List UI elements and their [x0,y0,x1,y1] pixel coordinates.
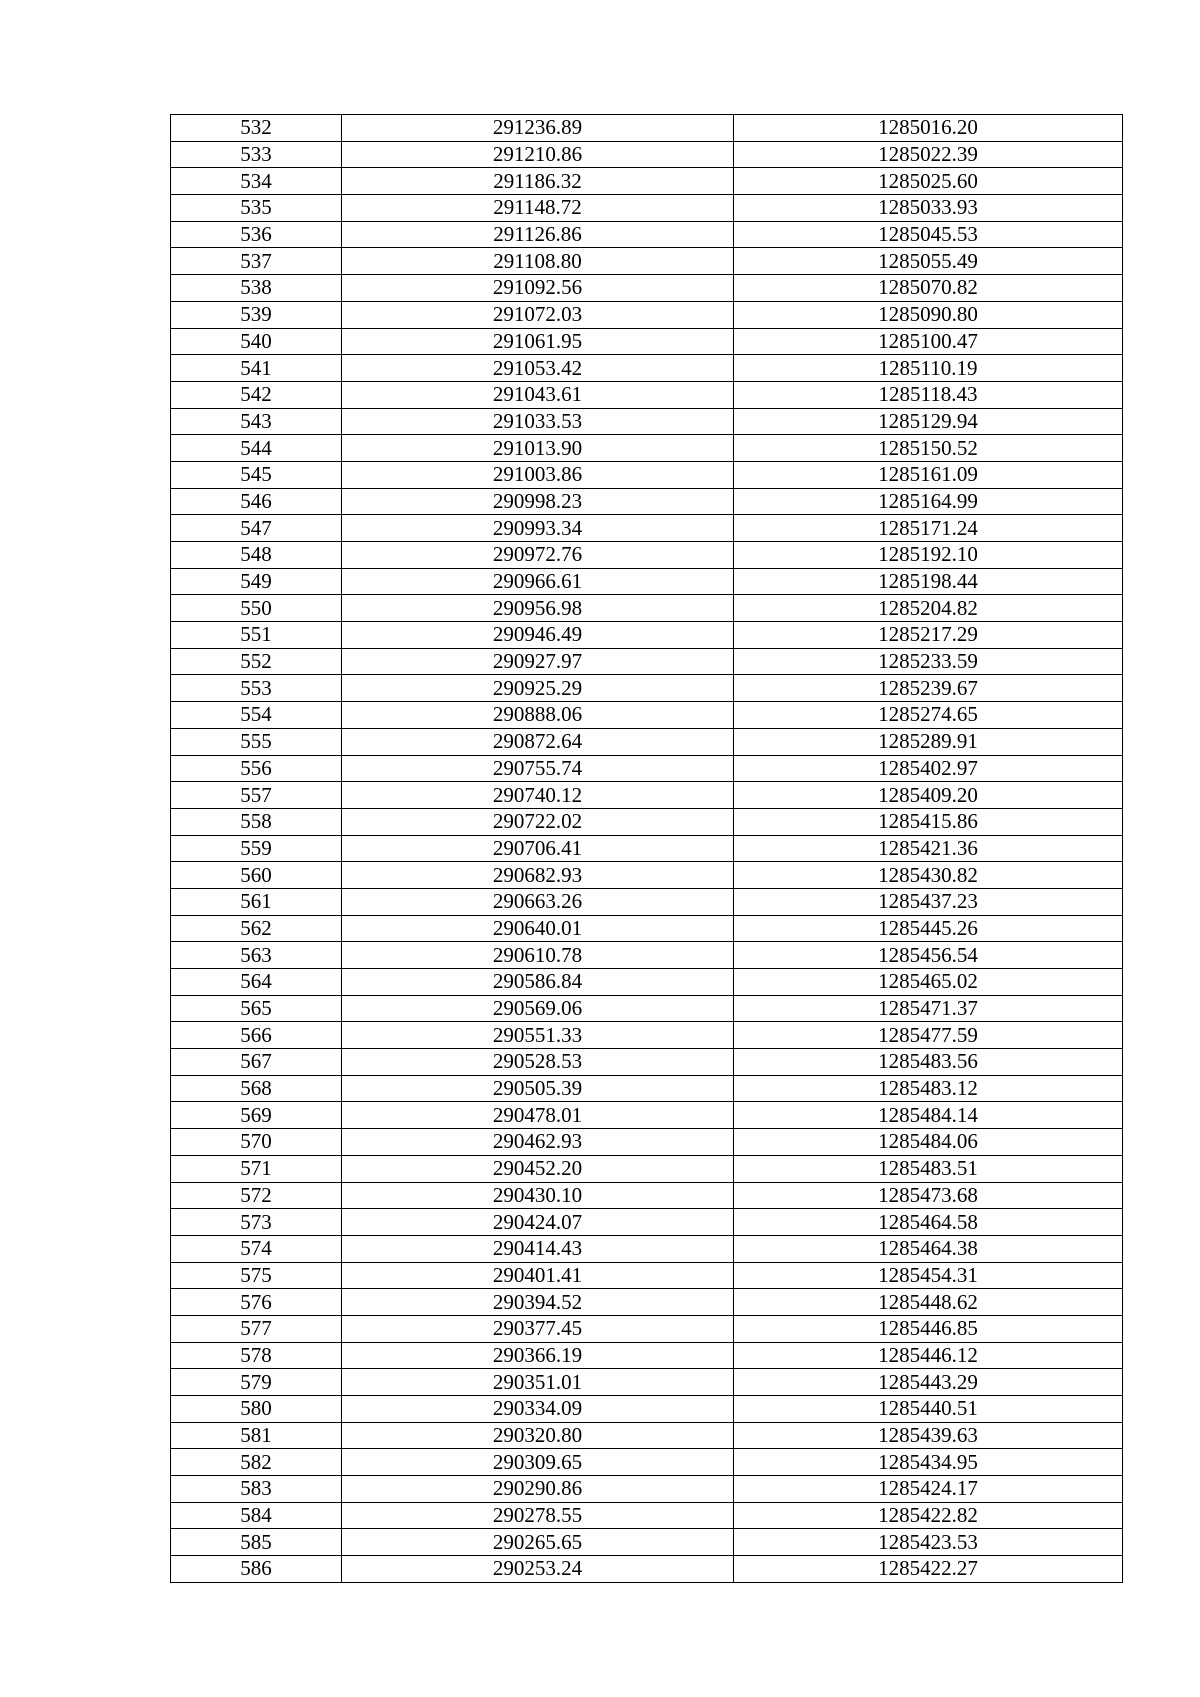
x-coordinate-cell: 290424.07 [342,1209,734,1236]
y-coordinate-cell: 1285439.63 [734,1422,1123,1449]
x-coordinate-cell: 290414.43 [342,1235,734,1262]
point-number-cell: 550 [171,595,342,622]
table-row [171,755,1123,782]
point-number-cell: 578 [171,1342,342,1369]
point-number-cell: 565 [171,995,342,1022]
x-coordinate-cell: 290551.33 [342,1022,734,1049]
y-coordinate-cell: 1285100.47 [734,328,1123,355]
x-coordinate-cell: 291236.89 [342,115,734,142]
y-coordinate-cell: 1285070.82 [734,275,1123,302]
table-row [171,435,1123,462]
table-row [171,1129,1123,1156]
point-number-cell: 561 [171,888,342,915]
table-row [171,1155,1123,1182]
point-number-cell: 540 [171,328,342,355]
table-row [171,1262,1123,1289]
point-number-cell: 544 [171,435,342,462]
table-row [171,1235,1123,1262]
y-coordinate-cell: 1285033.93 [734,195,1123,222]
table-row [171,248,1123,275]
table-row [171,1182,1123,1209]
x-coordinate-cell: 290586.84 [342,969,734,996]
y-coordinate-cell: 1285239.67 [734,675,1123,702]
y-coordinate-cell: 1285483.51 [734,1155,1123,1182]
point-number-cell: 557 [171,782,342,809]
point-number-cell: 584 [171,1502,342,1529]
table-row [171,568,1123,595]
table-row [171,141,1123,168]
table-row [171,1209,1123,1236]
y-coordinate-cell: 1285446.12 [734,1342,1123,1369]
x-coordinate-cell: 290351.01 [342,1369,734,1396]
point-number-cell: 553 [171,675,342,702]
x-coordinate-cell: 291126.86 [342,221,734,248]
x-coordinate-cell: 290966.61 [342,568,734,595]
table-row [171,782,1123,809]
x-coordinate-cell: 291108.80 [342,248,734,275]
x-coordinate-cell: 290888.06 [342,702,734,729]
point-number-cell: 579 [171,1369,342,1396]
point-number-cell: 581 [171,1422,342,1449]
table-row [171,1476,1123,1503]
table-row [171,888,1123,915]
point-number-cell: 567 [171,1049,342,1076]
y-coordinate-cell: 1285274.65 [734,702,1123,729]
point-number-cell: 537 [171,248,342,275]
point-number-cell: 532 [171,115,342,142]
x-coordinate-cell: 290946.49 [342,622,734,649]
point-number-cell: 571 [171,1155,342,1182]
y-coordinate-cell: 1285484.06 [734,1129,1123,1156]
point-number-cell: 564 [171,969,342,996]
x-coordinate-cell: 290430.10 [342,1182,734,1209]
y-coordinate-cell: 1285422.27 [734,1556,1123,1583]
y-coordinate-cell: 1285464.38 [734,1235,1123,1262]
point-number-cell: 562 [171,915,342,942]
y-coordinate-cell: 1285233.59 [734,648,1123,675]
y-coordinate-cell: 1285464.58 [734,1209,1123,1236]
x-coordinate-cell: 291148.72 [342,195,734,222]
point-number-cell: 541 [171,355,342,382]
x-coordinate-cell: 290640.01 [342,915,734,942]
point-number-cell: 548 [171,542,342,569]
x-coordinate-cell: 290253.24 [342,1556,734,1583]
y-coordinate-cell: 1285409.20 [734,782,1123,809]
y-coordinate-cell: 1285456.54 [734,942,1123,969]
point-number-cell: 563 [171,942,342,969]
table-row [171,595,1123,622]
point-number-cell: 534 [171,168,342,195]
point-number-cell: 576 [171,1289,342,1316]
point-number-cell: 580 [171,1396,342,1423]
y-coordinate-cell: 1285022.39 [734,141,1123,168]
x-coordinate-cell: 291072.03 [342,301,734,328]
table-row [171,1396,1123,1423]
x-coordinate-cell: 291061.95 [342,328,734,355]
y-coordinate-cell: 1285423.53 [734,1529,1123,1556]
y-coordinate-cell: 1285415.86 [734,808,1123,835]
table-row [171,675,1123,702]
table-row [171,835,1123,862]
x-coordinate-cell: 291092.56 [342,275,734,302]
coordinate-table-body [171,115,1123,1583]
x-coordinate-cell: 290925.29 [342,675,734,702]
x-coordinate-cell: 290377.45 [342,1315,734,1342]
y-coordinate-cell: 1285483.12 [734,1075,1123,1102]
y-coordinate-cell: 1285473.68 [734,1182,1123,1209]
point-number-cell: 577 [171,1315,342,1342]
point-number-cell: 552 [171,648,342,675]
x-coordinate-cell: 290309.65 [342,1449,734,1476]
point-number-cell: 542 [171,381,342,408]
x-coordinate-cell: 291043.61 [342,381,734,408]
y-coordinate-cell: 1285421.36 [734,835,1123,862]
y-coordinate-cell: 1285129.94 [734,408,1123,435]
y-coordinate-cell: 1285465.02 [734,969,1123,996]
y-coordinate-cell: 1285434.95 [734,1449,1123,1476]
table-row [171,168,1123,195]
y-coordinate-cell: 1285217.29 [734,622,1123,649]
y-coordinate-cell: 1285090.80 [734,301,1123,328]
point-number-cell: 536 [171,221,342,248]
table-row [171,408,1123,435]
y-coordinate-cell: 1285161.09 [734,461,1123,488]
x-coordinate-cell: 290290.86 [342,1476,734,1503]
y-coordinate-cell: 1285424.17 [734,1476,1123,1503]
table-row [171,1075,1123,1102]
table-row [171,1502,1123,1529]
point-number-cell: 573 [171,1209,342,1236]
x-coordinate-cell: 290993.34 [342,515,734,542]
table-row [171,1422,1123,1449]
table-row [171,969,1123,996]
table-row [171,195,1123,222]
table-row [171,461,1123,488]
x-coordinate-cell: 290505.39 [342,1075,734,1102]
y-coordinate-cell: 1285483.56 [734,1049,1123,1076]
point-number-cell: 570 [171,1129,342,1156]
y-coordinate-cell: 1285448.62 [734,1289,1123,1316]
y-coordinate-cell: 1285477.59 [734,1022,1123,1049]
point-number-cell: 545 [171,461,342,488]
table-row [171,808,1123,835]
table-row [171,648,1123,675]
point-number-cell: 543 [171,408,342,435]
table-row [171,1049,1123,1076]
table-row [171,1449,1123,1476]
y-coordinate-cell: 1285446.85 [734,1315,1123,1342]
point-number-cell: 574 [171,1235,342,1262]
table-row [171,328,1123,355]
table-row [171,622,1123,649]
y-coordinate-cell: 1285110.19 [734,355,1123,382]
y-coordinate-cell: 1285204.82 [734,595,1123,622]
point-number-cell: 555 [171,728,342,755]
table-row [171,1022,1123,1049]
x-coordinate-cell: 291053.42 [342,355,734,382]
point-number-cell: 539 [171,301,342,328]
table-row [171,488,1123,515]
y-coordinate-cell: 1285471.37 [734,995,1123,1022]
x-coordinate-cell: 290722.02 [342,808,734,835]
x-coordinate-cell: 290956.98 [342,595,734,622]
point-number-cell: 549 [171,568,342,595]
table-row [171,862,1123,889]
table-row [171,702,1123,729]
x-coordinate-cell: 291210.86 [342,141,734,168]
y-coordinate-cell: 1285055.49 [734,248,1123,275]
table-row [171,301,1123,328]
point-number-cell: 560 [171,862,342,889]
y-coordinate-cell: 1285171.24 [734,515,1123,542]
x-coordinate-cell: 290872.64 [342,728,734,755]
y-coordinate-cell: 1285118.43 [734,381,1123,408]
coordinate-table [170,114,1123,1583]
x-coordinate-cell: 290278.55 [342,1502,734,1529]
point-number-cell: 586 [171,1556,342,1583]
table-row [171,995,1123,1022]
x-coordinate-cell: 290320.80 [342,1422,734,1449]
point-number-cell: 569 [171,1102,342,1129]
table-row [171,1342,1123,1369]
table-row [171,728,1123,755]
x-coordinate-cell: 290394.52 [342,1289,734,1316]
table-row [171,381,1123,408]
table-row [171,1102,1123,1129]
y-coordinate-cell: 1285025.60 [734,168,1123,195]
point-number-cell: 558 [171,808,342,835]
y-coordinate-cell: 1285016.20 [734,115,1123,142]
point-number-cell: 583 [171,1476,342,1503]
x-coordinate-cell: 290569.06 [342,995,734,1022]
x-coordinate-cell: 290452.20 [342,1155,734,1182]
y-coordinate-cell: 1285150.52 [734,435,1123,462]
x-coordinate-cell: 291186.32 [342,168,734,195]
point-number-cell: 566 [171,1022,342,1049]
y-coordinate-cell: 1285430.82 [734,862,1123,889]
y-coordinate-cell: 1285440.51 [734,1396,1123,1423]
x-coordinate-cell: 291003.86 [342,461,734,488]
table-row [171,1289,1123,1316]
x-coordinate-cell: 290462.93 [342,1129,734,1156]
y-coordinate-cell: 1285454.31 [734,1262,1123,1289]
point-number-cell: 546 [171,488,342,515]
point-number-cell: 533 [171,141,342,168]
y-coordinate-cell: 1285164.99 [734,488,1123,515]
table-row [171,275,1123,302]
x-coordinate-cell: 290682.93 [342,862,734,889]
point-number-cell: 582 [171,1449,342,1476]
table-row [171,915,1123,942]
point-number-cell: 551 [171,622,342,649]
y-coordinate-cell: 1285437.23 [734,888,1123,915]
table-row [171,542,1123,569]
point-number-cell: 538 [171,275,342,302]
x-coordinate-cell: 290610.78 [342,942,734,969]
x-coordinate-cell: 290972.76 [342,542,734,569]
y-coordinate-cell: 1285484.14 [734,1102,1123,1129]
y-coordinate-cell: 1285198.44 [734,568,1123,595]
table-row [171,1369,1123,1396]
x-coordinate-cell: 291013.90 [342,435,734,462]
y-coordinate-cell: 1285402.97 [734,755,1123,782]
x-coordinate-cell: 290927.97 [342,648,734,675]
table-row [171,942,1123,969]
y-coordinate-cell: 1285289.91 [734,728,1123,755]
x-coordinate-cell: 290755.74 [342,755,734,782]
table-row [171,1556,1123,1583]
table-row [171,355,1123,382]
x-coordinate-cell: 290334.09 [342,1396,734,1423]
table-row [171,115,1123,142]
point-number-cell: 559 [171,835,342,862]
x-coordinate-cell: 290740.12 [342,782,734,809]
x-coordinate-cell: 290706.41 [342,835,734,862]
point-number-cell: 547 [171,515,342,542]
x-coordinate-cell: 290401.41 [342,1262,734,1289]
y-coordinate-cell: 1285045.53 [734,221,1123,248]
point-number-cell: 568 [171,1075,342,1102]
point-number-cell: 572 [171,1182,342,1209]
y-coordinate-cell: 1285445.26 [734,915,1123,942]
x-coordinate-cell: 290528.53 [342,1049,734,1076]
table-row [171,515,1123,542]
point-number-cell: 575 [171,1262,342,1289]
y-coordinate-cell: 1285443.29 [734,1369,1123,1396]
point-number-cell: 554 [171,702,342,729]
y-coordinate-cell: 1285422.82 [734,1502,1123,1529]
x-coordinate-cell: 290663.26 [342,888,734,915]
x-coordinate-cell: 290366.19 [342,1342,734,1369]
point-number-cell: 535 [171,195,342,222]
table-row [171,221,1123,248]
x-coordinate-cell: 290265.65 [342,1529,734,1556]
x-coordinate-cell: 290998.23 [342,488,734,515]
point-number-cell: 556 [171,755,342,782]
x-coordinate-cell: 291033.53 [342,408,734,435]
point-number-cell: 585 [171,1529,342,1556]
y-coordinate-cell: 1285192.10 [734,542,1123,569]
table-row [171,1529,1123,1556]
x-coordinate-cell: 290478.01 [342,1102,734,1129]
table-row [171,1315,1123,1342]
